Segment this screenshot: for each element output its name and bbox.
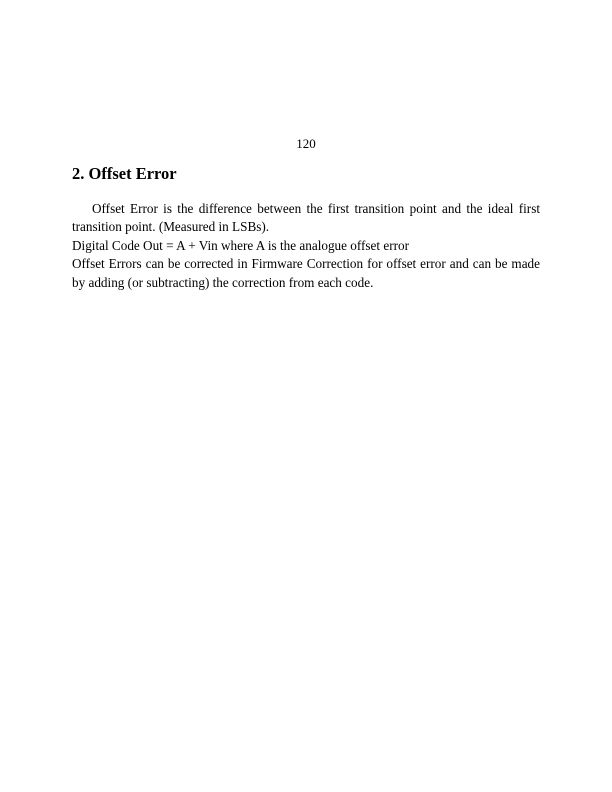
section-body — [72, 200, 540, 292]
page-number: 120 — [296, 136, 316, 151]
paragraph-definition: Offset Error is the difference between the first transition point and the ideal first transition point. (Measured in LSBs). — [72, 201, 540, 235]
paragraph-formula: Digital Code Out = A + Vin where A is the analogue offset error — [72, 237, 409, 253]
section-heading: 2. Offset Error — [72, 164, 177, 183]
paragraph-correction: Offset Errors can be corrected in Firmware Correction for offset error and can be made by adding (or subtracting) the correction from each code. — [72, 256, 540, 290]
